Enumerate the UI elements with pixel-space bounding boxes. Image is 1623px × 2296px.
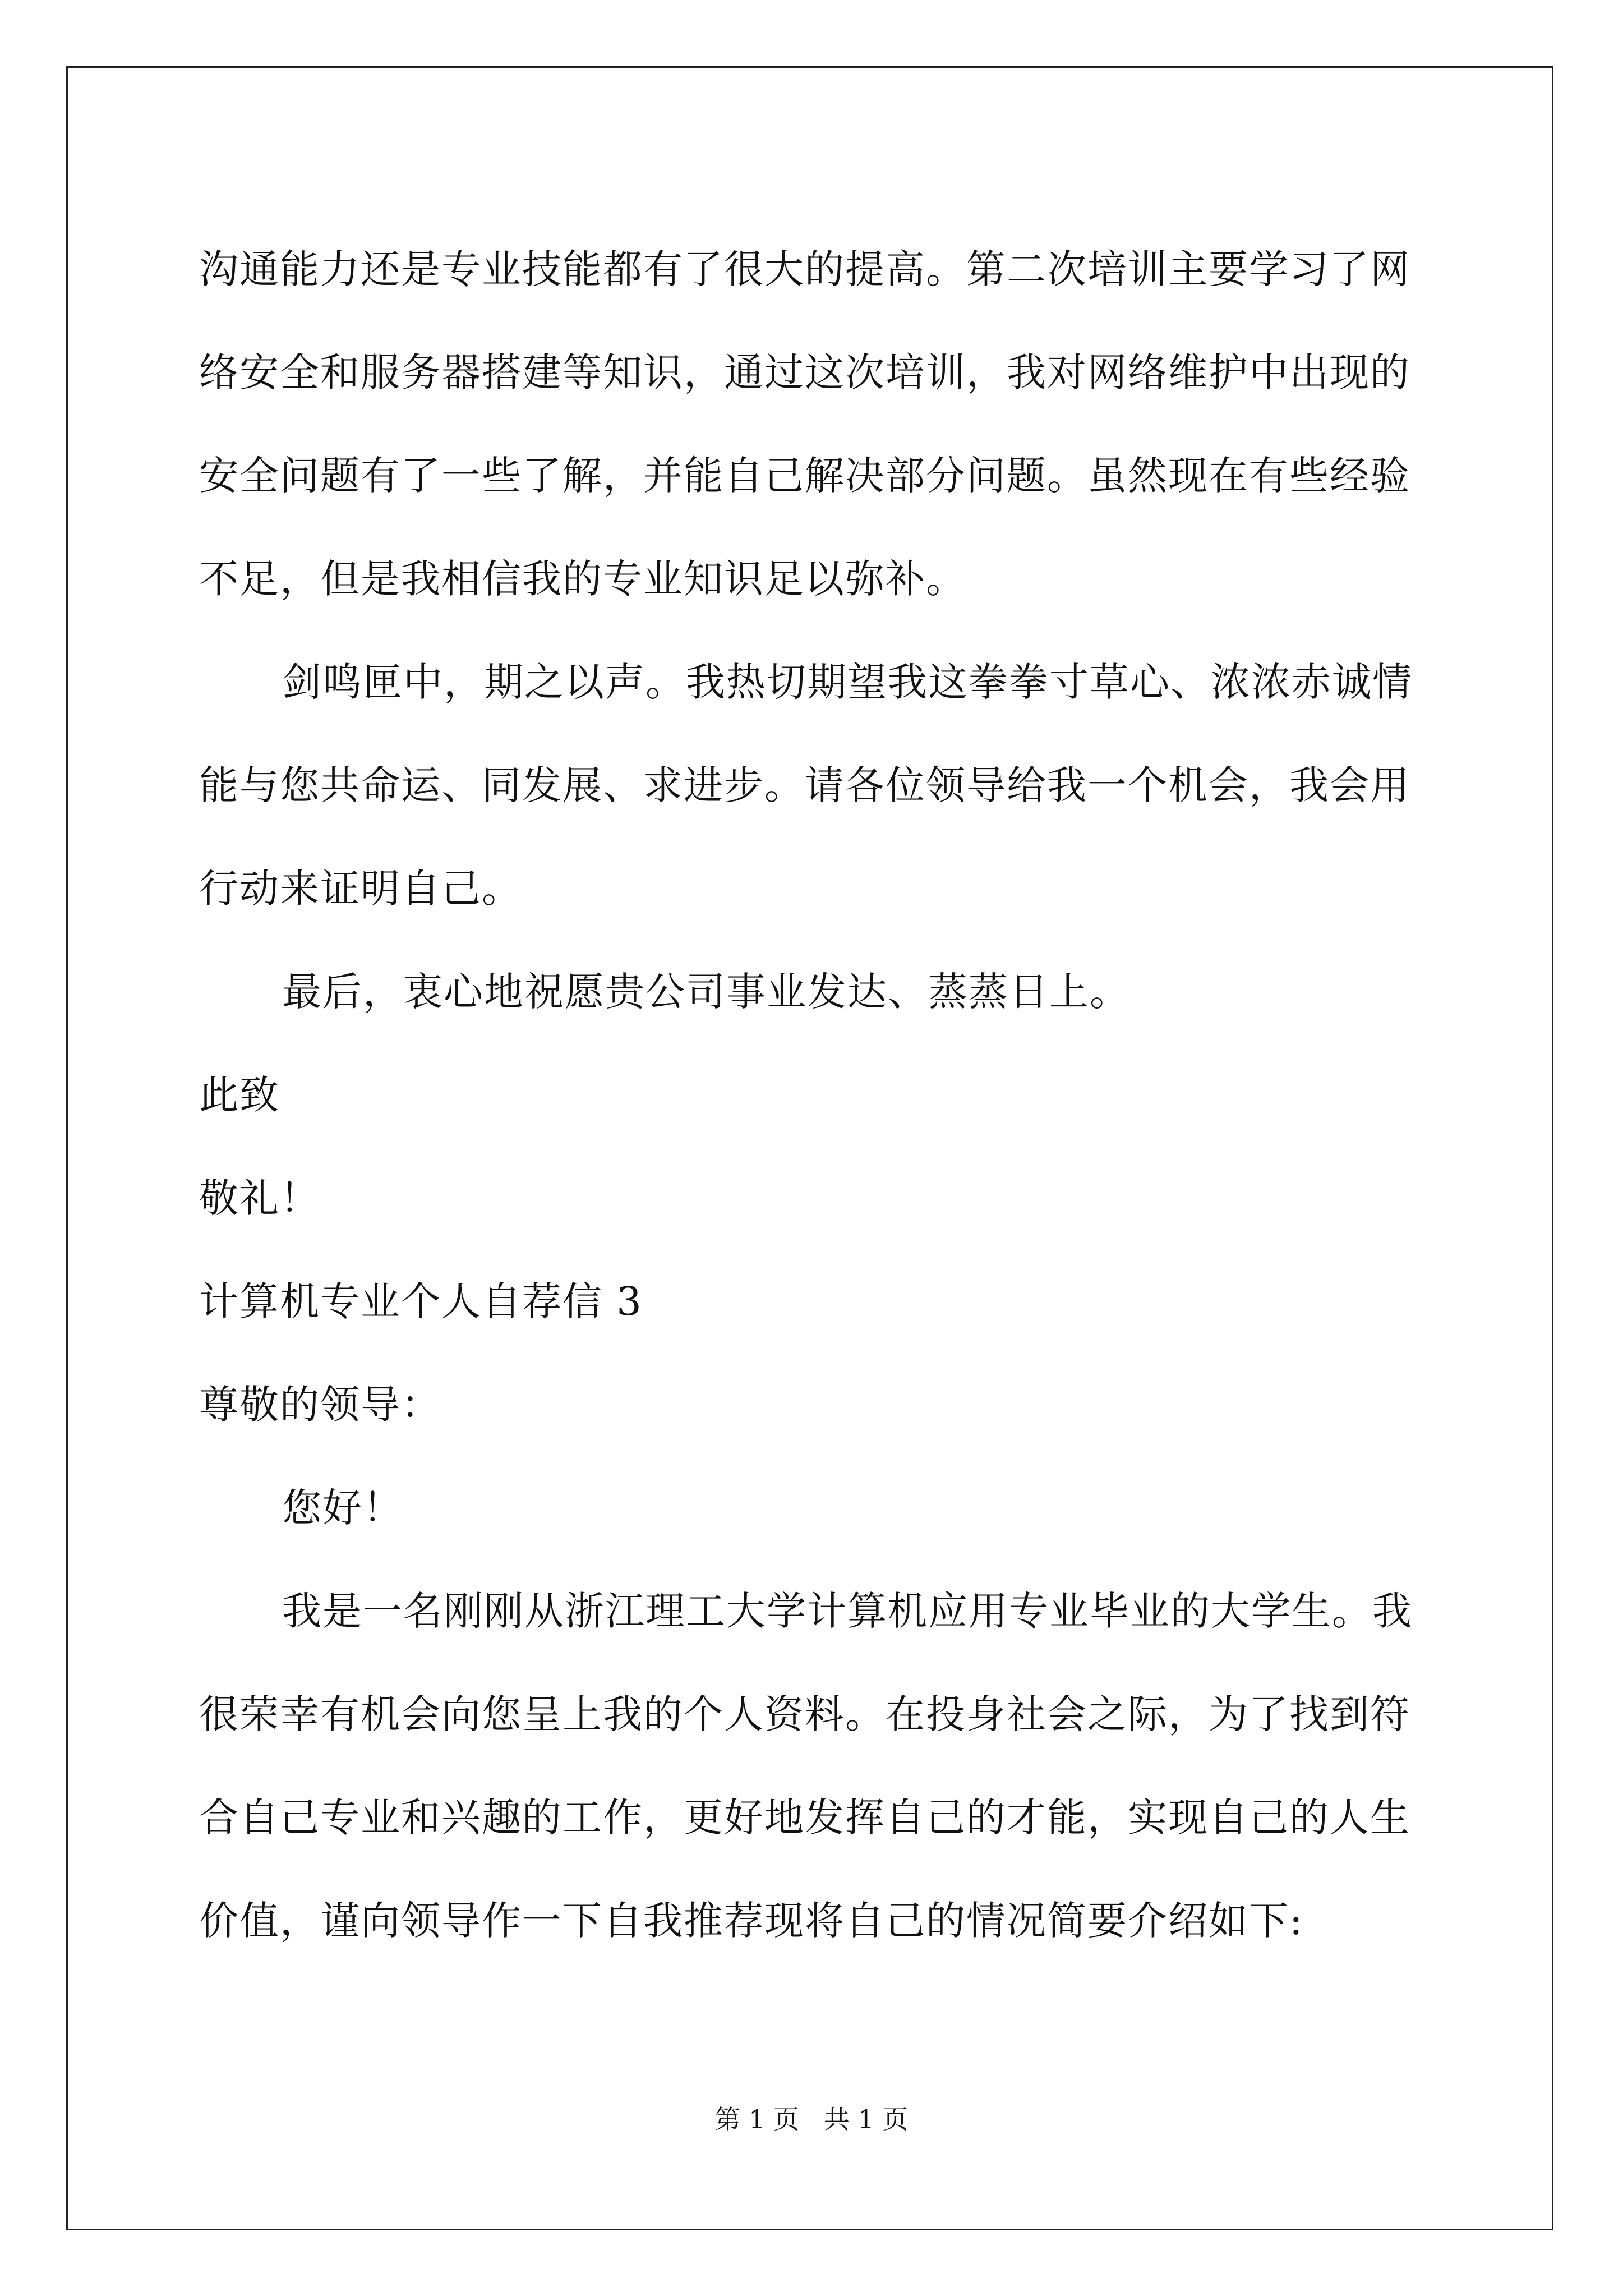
text-line: 络安全和服务器搭建等知识，通过这次培训，我对网络维护中出现的 <box>199 349 1410 395</box>
text-line: 剑鸣匣中，期之以声。我热切期望我这拳拳寸草心、浓浓赤诚情 <box>282 659 1413 705</box>
text-line: 价值，谨向领导作一下自我推荐现将自己的情况简要介绍如下: <box>199 1898 1304 1944</box>
greeting-hello: 您好！ <box>282 1485 403 1531</box>
document-body <box>199 218 1433 1972</box>
greeting: 尊敬的领导： <box>199 1382 441 1428</box>
text-line: 我是一名刚刚从浙江理工大学计算机应用专业毕业的大学生。我 <box>282 1588 1413 1634</box>
text-line: 合自己专业和兴趣的工作，更好地发挥自己的才能，实现自己的人生 <box>199 1795 1410 1841</box>
page-footer: 第 1 页 共 1 页 <box>714 2104 909 2134</box>
text-line: 最后，衷心地祝愿贵公司事业发达、蒸蒸日上。 <box>282 969 1130 1015</box>
closing-salutation: 此致 <box>199 1072 280 1118</box>
section-title: 计算机专业个人自荐信 3 <box>199 1278 643 1324</box>
text-line: 沟通能力还是专业技能都有了很大的提高。第二次培训主要学习了网 <box>199 246 1410 292</box>
closing-regards: 敬礼！ <box>199 1175 320 1221</box>
text-line: 不足，但是我相信我的专业知识足以弥补。 <box>199 556 966 602</box>
text-line: 很荣幸有机会向您呈上我的个人资料。在投身社会之际，为了找到符 <box>199 1691 1410 1737</box>
text-line: 能与您共命运、同发展、求进步。请各位领导给我一个机会，我会用 <box>199 762 1410 808</box>
text-line: 安全问题有了一些了解，并能自己解决部分问题。虽然现在有些经验 <box>199 453 1410 499</box>
text-line: 行动来证明自己。 <box>199 866 522 912</box>
